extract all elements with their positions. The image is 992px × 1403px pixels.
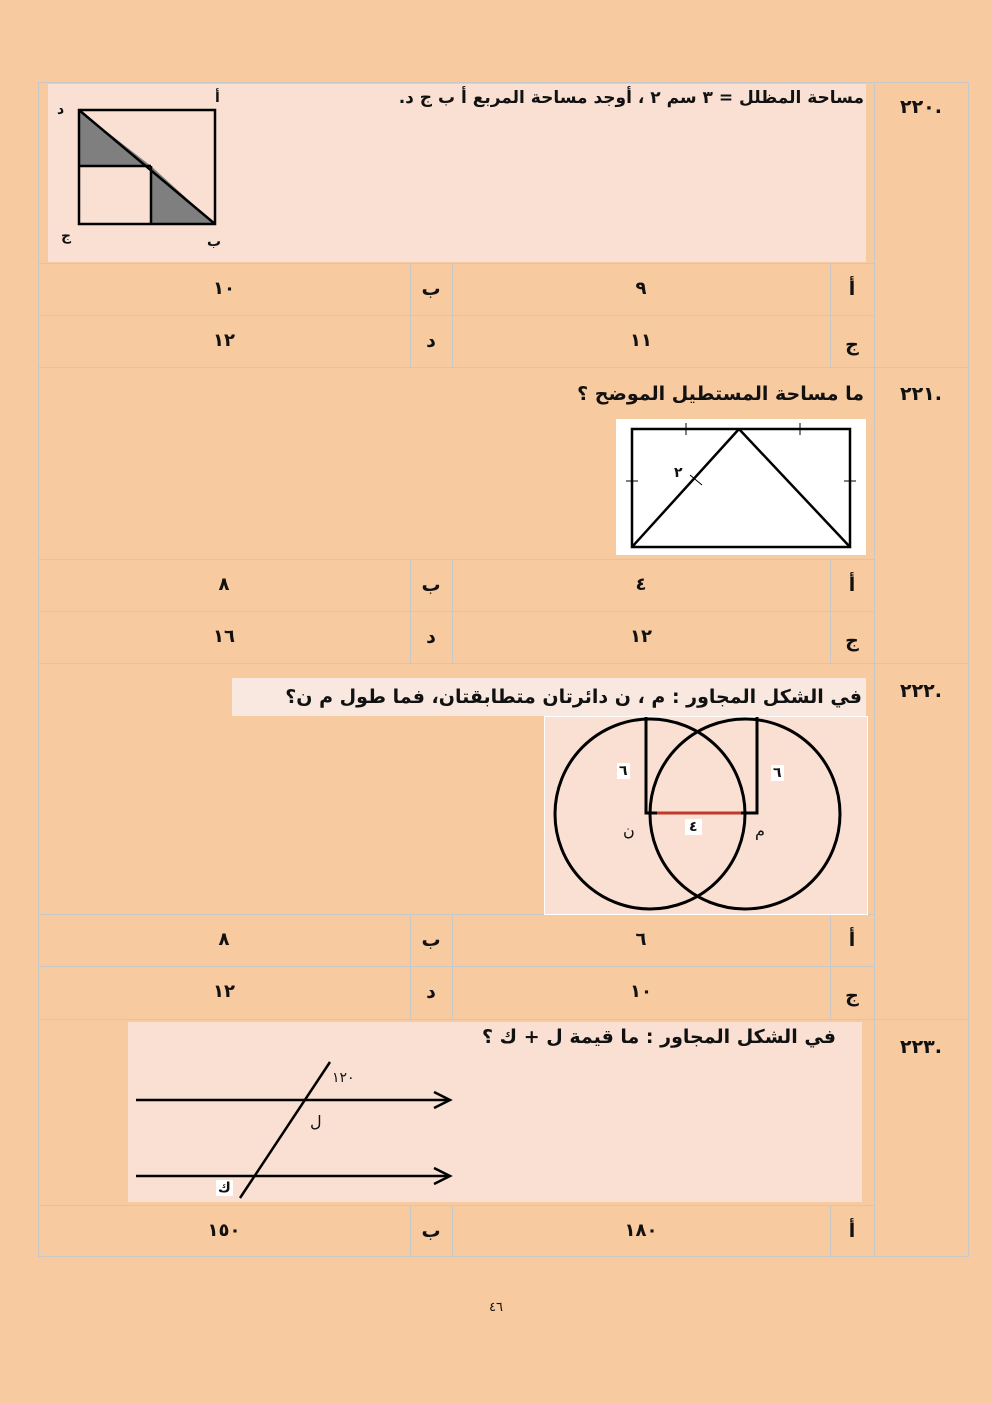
option-letter[interactable]: أ: [848, 1220, 856, 1242]
question-number: .٢٢٢: [899, 680, 942, 702]
row-line: [38, 367, 969, 368]
center-label-n: ن: [623, 821, 635, 840]
radius-label-n: ٦: [619, 763, 628, 779]
row-line: [38, 1256, 969, 1257]
circles-figure: [544, 716, 868, 915]
vertex-label-b: ب: [207, 234, 222, 250]
question-text: في الشكل المجاور : ما قيمة ل + ك ؟: [482, 1026, 836, 1048]
triangle-side-left: [632, 429, 739, 547]
question-number: .٢٢٠: [899, 96, 942, 118]
option-value[interactable]: ١٠: [630, 981, 652, 1002]
option-letter[interactable]: ج: [845, 630, 859, 652]
vertex-label-a: أ: [215, 90, 220, 106]
option-line: [38, 315, 875, 316]
triangle-side-right: [739, 429, 850, 547]
option-value[interactable]: ٩: [635, 278, 647, 299]
option-value[interactable]: ٨: [218, 929, 230, 950]
option-value[interactable]: ١٦: [213, 626, 235, 647]
table-border-right: [968, 82, 969, 1257]
parallel-lines-figure: [130, 1056, 460, 1200]
row-line: [38, 1019, 969, 1020]
vertex-label-d: د: [57, 102, 65, 118]
question-text: مساحة المظلل = ٣ سم ٢ ، أوجد مساحة المربع أ ب ج د.: [398, 88, 864, 108]
option-letter[interactable]: ب: [421, 1220, 441, 1242]
option-value[interactable]: ١٢: [630, 626, 652, 647]
segment-label: ٤: [685, 819, 702, 835]
option-letter[interactable]: ب: [421, 574, 441, 596]
option-line: [38, 559, 875, 560]
number-column-divider: [874, 82, 875, 1257]
option-line: [38, 966, 875, 967]
option-letter[interactable]: أ: [848, 278, 856, 300]
rectangle-figure: [616, 419, 866, 555]
option-value[interactable]: ٨: [218, 574, 230, 595]
vertex-label-j: ج: [61, 228, 72, 244]
option-value[interactable]: ١٢: [213, 981, 235, 1002]
option-value[interactable]: ٦: [635, 929, 647, 950]
option-letter[interactable]: د: [426, 981, 436, 1003]
row-line: [38, 82, 969, 83]
side-label: ٢: [674, 465, 683, 481]
option-letter[interactable]: أ: [848, 929, 856, 951]
option-letter[interactable]: ج: [845, 334, 859, 356]
option-letter[interactable]: د: [426, 626, 436, 648]
option-letter[interactable]: ج: [845, 985, 859, 1007]
square-figure: [55, 92, 225, 252]
angle-label-l: ل: [310, 1112, 322, 1131]
tick-mark: [782, 475, 792, 485]
option-line: [38, 263, 875, 264]
question-number: .٢٢١: [899, 383, 942, 405]
option-letter[interactable]: ب: [421, 278, 441, 300]
rectangle-outline: [632, 429, 850, 547]
option-letter[interactable]: أ: [848, 574, 856, 596]
question-text: في الشكل المجاور : م ، ن دائرتان متطابقتان، فما طول م ن؟: [285, 686, 862, 708]
option-value[interactable]: ١٠: [213, 278, 235, 299]
page-number: ٤٦: [489, 1300, 503, 1315]
option-value[interactable]: ١٨٠: [624, 1220, 658, 1241]
option-line: [38, 611, 875, 612]
table-border-left: [38, 82, 39, 1257]
radius-label-m: ٦: [773, 765, 782, 781]
center-label-m: م: [755, 821, 765, 840]
option-value[interactable]: ٤: [635, 574, 647, 595]
option-letter[interactable]: د: [426, 330, 436, 352]
option-value[interactable]: ١٥٠: [207, 1220, 241, 1241]
question-number: .٢٢٣: [899, 1036, 942, 1058]
angle-label-120: ١٢٠: [332, 1070, 355, 1086]
option-value[interactable]: ١٢: [213, 330, 235, 351]
row-line: [38, 663, 969, 664]
angle-label-k: ك: [218, 1180, 231, 1196]
question-text: ما مساحة المستطيل الموضح ؟: [577, 383, 864, 405]
option-value[interactable]: ١١: [630, 330, 652, 351]
option-line: [38, 1205, 875, 1206]
option-letter[interactable]: ب: [421, 929, 441, 951]
